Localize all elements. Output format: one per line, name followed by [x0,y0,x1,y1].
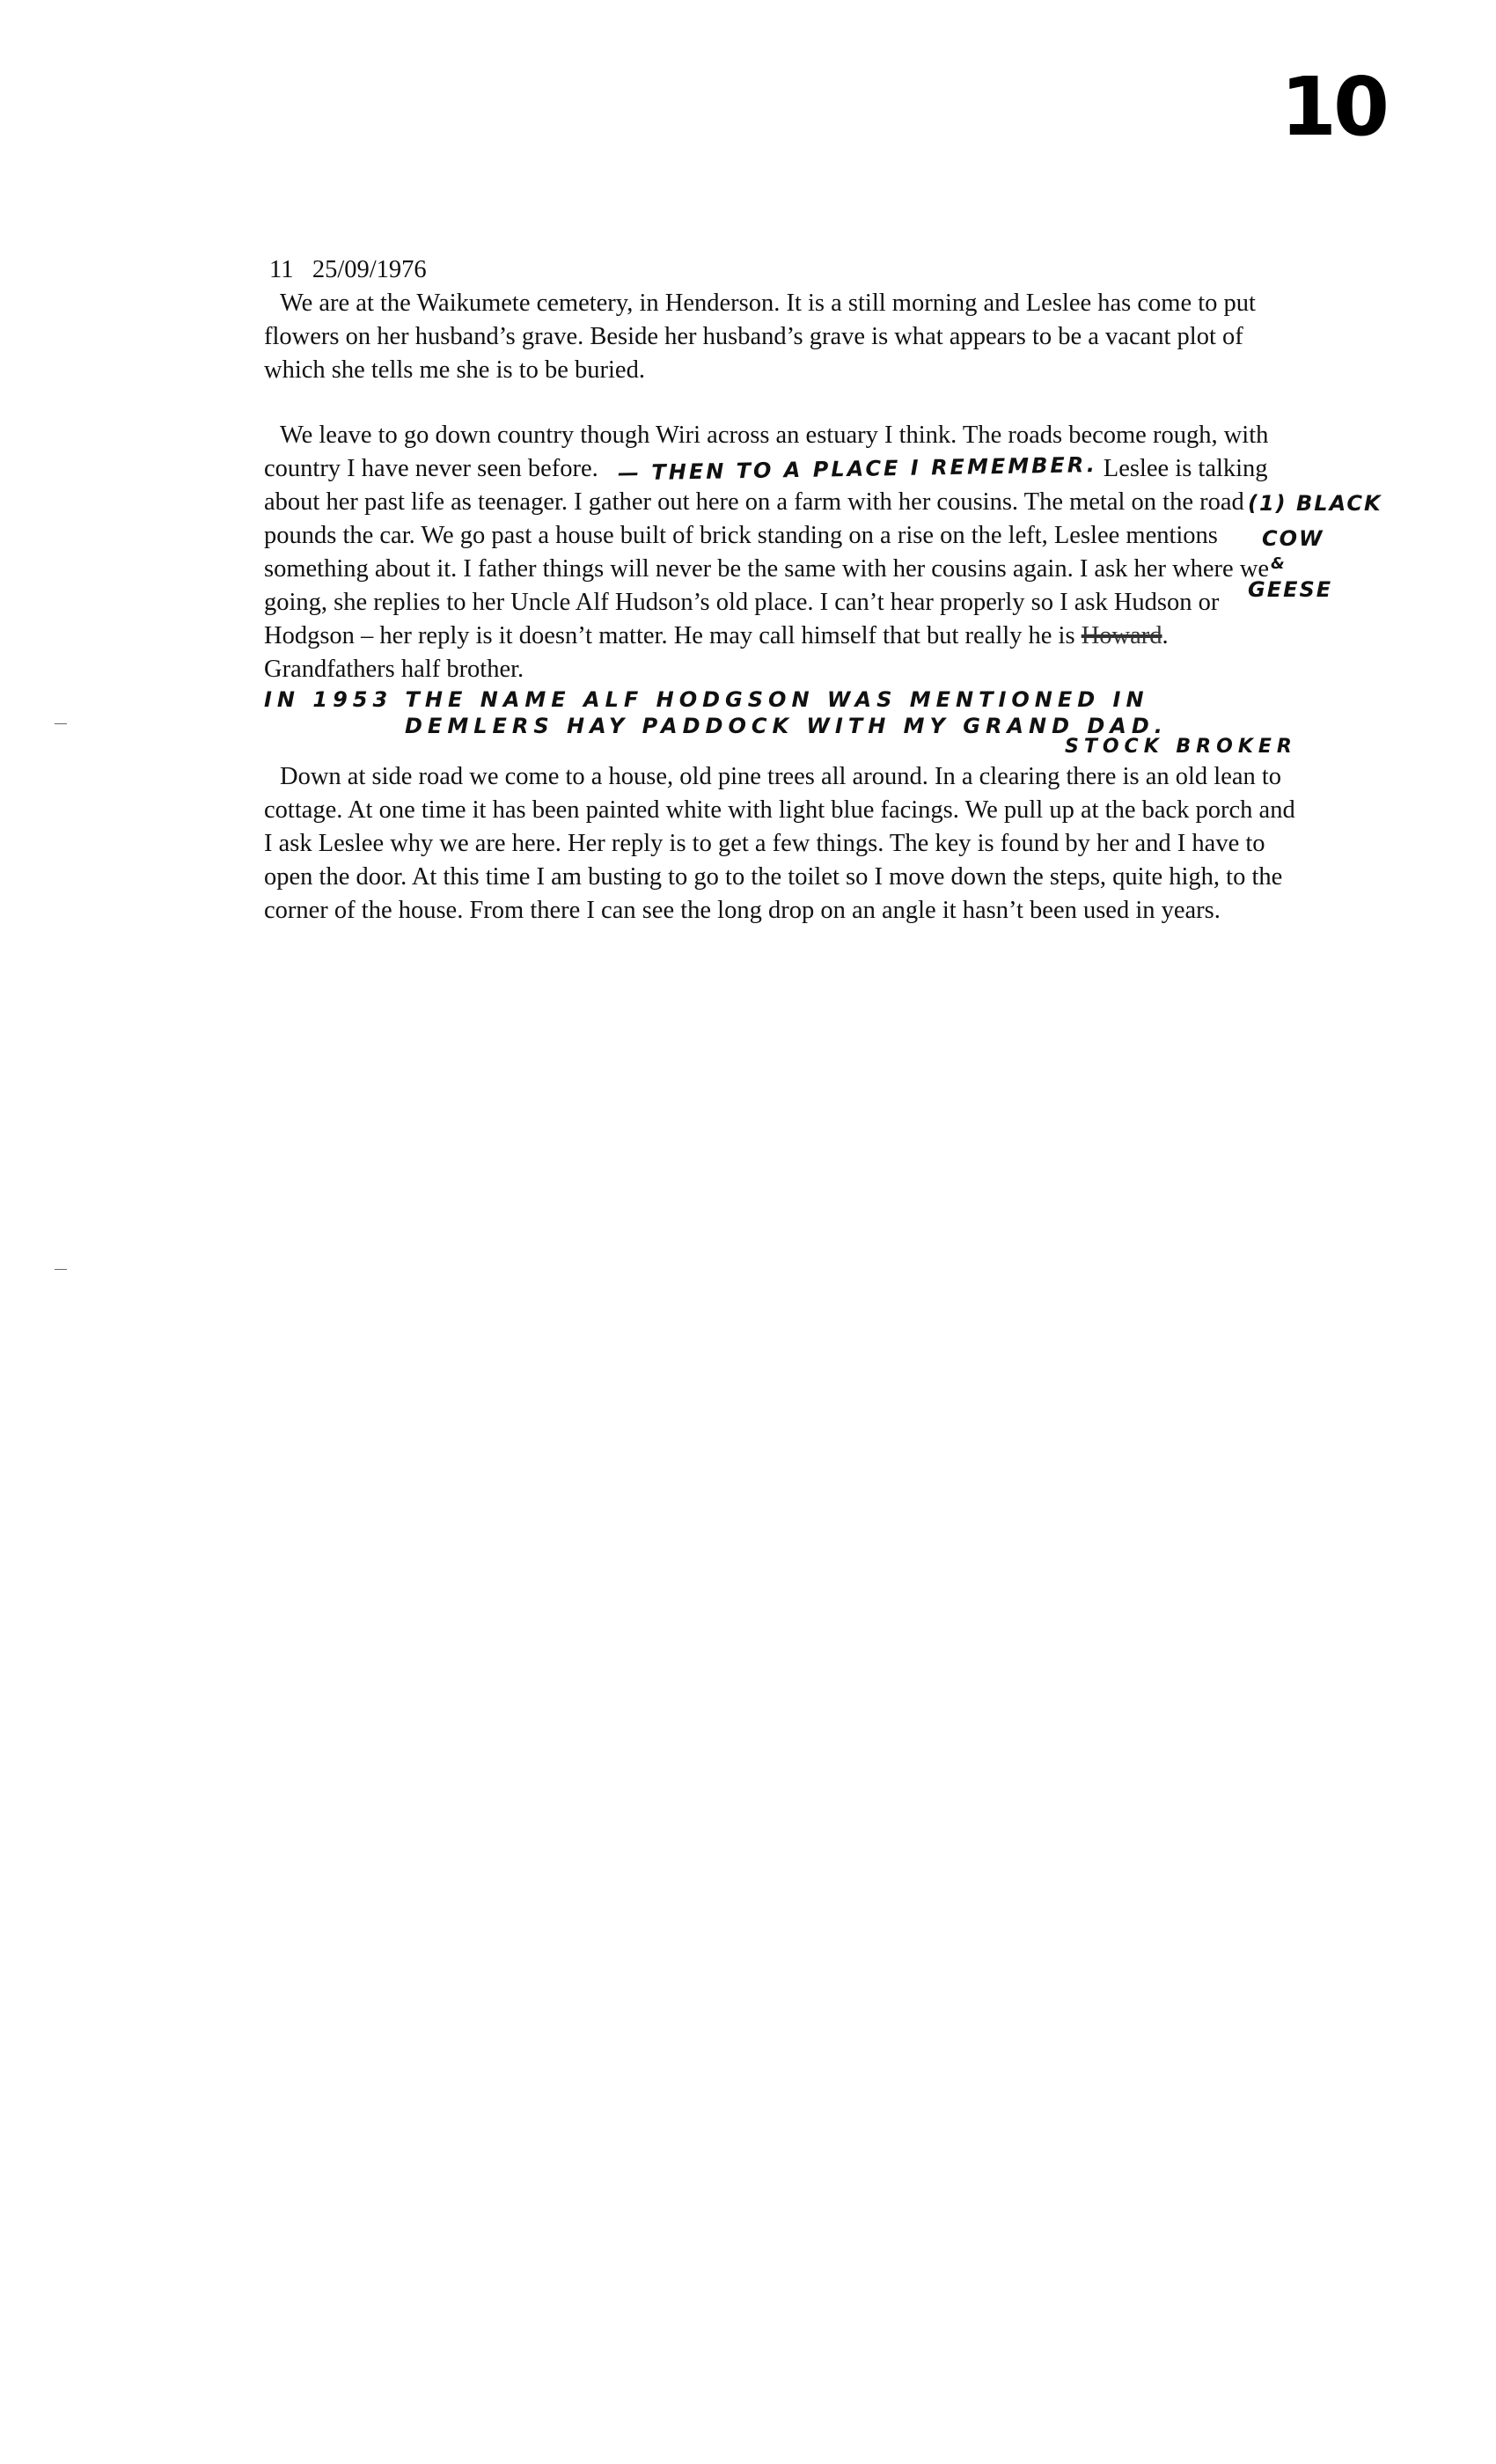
journal-page [264,253,1302,928]
margin-tick-mark [55,1269,67,1270]
entry-header [269,253,1302,287]
margin-note-line-4: GEESE [1248,577,1333,602]
page-number: 10 [1280,60,1387,154]
paragraph-journal [264,419,1302,686]
handwritten-note-line-1: IN 1953 THE NAME ALF HODGSON WAS MENTIONED IN [264,687,1149,712]
handwritten-inline-note: — THEN TO A PLACE I REMEMBER. [617,452,1097,486]
margin-note-line-3: & [1271,554,1287,573]
paragraph-cemetery: We are at the Waikumete cemetery, in Henderson. It is a still morning and Leslee has come to put flowers on her husband’s grave. Beside her husband’s grave is what appears to be a vacant plot of which she tells me she is to be buried. [264,290,1256,384]
margin-note-line-2: COW [1262,526,1324,551]
paragraph-cottage: Down at side road we come to a house, old pine trees all around. In a clearing there is an old lean to cottage. At one time it has been painted white with light blue facings. We pull up at the back porch and I ask Leslee why we are here. Her reply is to get a few things. The key is found by her and I have to open the door. At this time I am busting to go to the toilet so I move down the steps, quite high, to the corner of the house. From there I can see the long drop on an angle it hasn’t been used in years. [264,763,1295,924]
entry-number: 11 [269,256,294,283]
margin-note-line-1: (1) BLACK [1248,491,1382,516]
paragraph-journal-end: . Grandfathers half brother. [264,622,1169,683]
margin-tick-mark [55,723,67,724]
handwritten-note-line-3: STOCK BROKER [1065,736,1297,758]
handwritten-note-line-2: DEMLERS HAY PADDOCK WITH MY GRAND DAD. [405,714,1168,738]
entry-date: 25/09/1976 [312,256,427,283]
struck-out-word: Howard [1081,622,1162,649]
paragraph-journal-cont: Leslee is talking about her past life as teenager. I gather out here on a farm with her cousins. The metal on the road pounds the car. We go past a house built of brick standing on a rise on the left, Leslee mentions something about it. I father things will never be the same with her cousins again. I ask her where we going, she replies to her Uncle Alf Hudson’s old place. I can’t hear properly so I ask Hudson or Hodgson – her reply is it doesn’t matter. He may call himself that but really he is [264,455,1270,649]
handwritten-margin-note [1248,486,1382,607]
paragraph-journal-text: We leave to go down country though Wiri across an estuary I think. The roads become rough, with country I have never seen before. [264,422,1269,482]
handwritten-note [264,686,1302,760]
